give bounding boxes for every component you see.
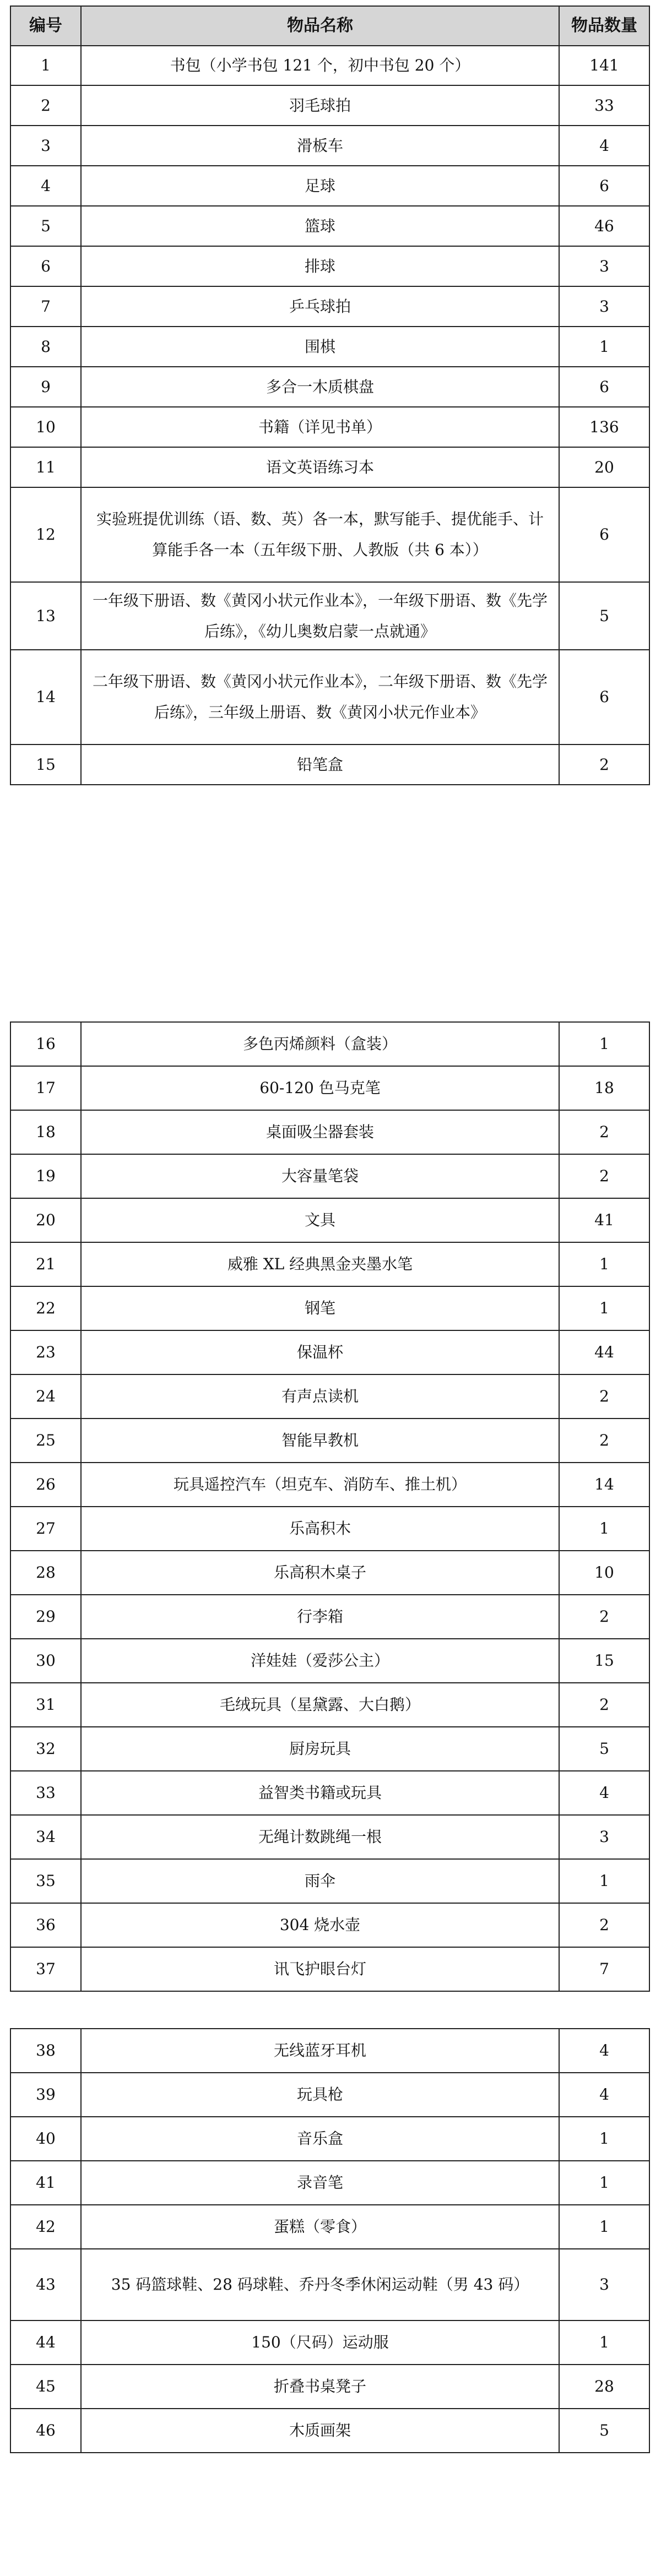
cell-no: 11 (10, 447, 81, 487)
cell-no: 12 (10, 487, 81, 582)
table-row (10, 2117, 649, 2161)
cell-qty: 1 (559, 2117, 649, 2161)
table-row (10, 1683, 649, 1727)
cell-name: 折叠书桌凳子 (81, 2365, 559, 2409)
cell-no: 37 (10, 1947, 81, 1991)
cell-qty: 14 (559, 1463, 649, 1507)
cell-name: 一年级下册语、数《黄冈小状元作业本》，一年级下册语、数《先学后练》，《幼儿奥数启蒙一点就通》 (81, 582, 559, 650)
cell-no: 34 (10, 1815, 81, 1859)
cell-qty: 1 (559, 2161, 649, 2205)
cell-name: 桌面吸尘器套装 (81, 1110, 559, 1154)
cell-qty: 2 (559, 1154, 649, 1198)
table-row (10, 1771, 649, 1815)
cell-qty: 1 (559, 1022, 649, 1066)
cell-qty: 41 (559, 1198, 649, 1242)
cell-name: 书籍（详见书单） (81, 407, 559, 447)
donation-table-2 (10, 1021, 650, 1992)
cell-name: 木质画架 (81, 2409, 559, 2453)
cell-no: 5 (10, 206, 81, 246)
table-row (10, 1154, 649, 1198)
table-body (10, 2029, 649, 2453)
table-row (10, 1330, 649, 1374)
cell-no: 10 (10, 407, 81, 447)
table-row (10, 487, 649, 582)
cell-qty: 4 (559, 2029, 649, 2073)
cell-qty: 1 (559, 2320, 649, 2365)
cell-name: 35 码篮球鞋、28 码球鞋、乔丹冬季休闲运动鞋（男 43 码） (81, 2249, 559, 2320)
cell-no: 28 (10, 1551, 81, 1595)
cell-name: 滑板车 (81, 126, 559, 166)
cell-name: 录音笔 (81, 2161, 559, 2205)
header-row (10, 6, 649, 46)
cell-no: 17 (10, 1066, 81, 1110)
cell-qty: 2 (559, 1903, 649, 1947)
table-row (10, 1947, 649, 1991)
cell-qty: 4 (559, 1771, 649, 1815)
cell-name: 60-120 色马克笔 (81, 1066, 559, 1110)
cell-name: 无线蓝牙耳机 (81, 2029, 559, 2073)
table-body (10, 6, 649, 785)
cell-name: 铅笔盒 (81, 744, 559, 785)
cell-qty: 6 (559, 367, 649, 407)
cell-no: 4 (10, 166, 81, 206)
table-row (10, 327, 649, 367)
cell-qty: 28 (559, 2365, 649, 2409)
cell-name: 150（尺码）运动服 (81, 2320, 559, 2365)
cell-qty: 5 (559, 1727, 649, 1771)
cell-qty: 18 (559, 1066, 649, 1110)
cell-no: 35 (10, 1859, 81, 1903)
cell-name: 足球 (81, 166, 559, 206)
cell-no: 16 (10, 1022, 81, 1066)
table-row (10, 1859, 649, 1903)
cell-no: 13 (10, 582, 81, 650)
table-row (10, 286, 649, 327)
cell-no: 32 (10, 1727, 81, 1771)
cell-no: 29 (10, 1595, 81, 1639)
table-row (10, 1110, 649, 1154)
cell-qty: 6 (559, 650, 649, 744)
cell-no: 25 (10, 1419, 81, 1463)
cell-name: 蛋糕（零食） (81, 2205, 559, 2249)
cell-qty: 136 (559, 407, 649, 447)
cell-qty: 4 (559, 2073, 649, 2117)
cell-no: 18 (10, 1110, 81, 1154)
cell-no: 8 (10, 327, 81, 367)
table-row (10, 1507, 649, 1551)
cell-no: 23 (10, 1330, 81, 1374)
cell-no: 39 (10, 2073, 81, 2117)
cell-qty: 1 (559, 2205, 649, 2249)
cell-name: 篮球 (81, 206, 559, 246)
cell-name: 音乐盒 (81, 2117, 559, 2161)
table-body (10, 1022, 649, 1991)
header-name: 物品名称 (81, 6, 559, 46)
cell-no: 2 (10, 85, 81, 126)
table-row (10, 650, 649, 744)
table-row (10, 2320, 649, 2365)
cell-no: 19 (10, 1154, 81, 1198)
table-row (10, 2365, 649, 2409)
cell-name: 行李箱 (81, 1595, 559, 1639)
cell-qty: 141 (559, 46, 649, 85)
cell-qty: 2 (559, 1419, 649, 1463)
cell-qty: 3 (559, 246, 649, 286)
table-row (10, 1903, 649, 1947)
cell-name: 威雅 XL 经典黑金夹墨水笔 (81, 1242, 559, 1286)
cell-no: 6 (10, 246, 81, 286)
header-qty: 物品数量 (559, 6, 649, 46)
table-row (10, 2073, 649, 2117)
table-row (10, 1242, 649, 1286)
cell-no: 24 (10, 1374, 81, 1419)
cell-no: 26 (10, 1463, 81, 1507)
table-row (10, 246, 649, 286)
donation-table-1 (10, 6, 650, 785)
cell-qty: 33 (559, 85, 649, 126)
cell-no: 43 (10, 2249, 81, 2320)
cell-qty: 46 (559, 206, 649, 246)
cell-name: 羽毛球拍 (81, 85, 559, 126)
table-row (10, 1198, 649, 1242)
cell-name: 毛绒玩具（星黛露、大白鹅） (81, 1683, 559, 1727)
table-row (10, 206, 649, 246)
cell-no: 44 (10, 2320, 81, 2365)
table-row (10, 367, 649, 407)
cell-name: 304 烧水壶 (81, 1903, 559, 1947)
cell-name: 乐高积木 (81, 1507, 559, 1551)
cell-qty: 5 (559, 582, 649, 650)
table-row (10, 2205, 649, 2249)
cell-name: 排球 (81, 246, 559, 286)
cell-name: 乒乓球拍 (81, 286, 559, 327)
table-row (10, 1419, 649, 1463)
table-row (10, 2409, 649, 2453)
cell-no: 36 (10, 1903, 81, 1947)
table-row (10, 2029, 649, 2073)
cell-no: 41 (10, 2161, 81, 2205)
cell-no: 38 (10, 2029, 81, 2073)
cell-qty: 2 (559, 1683, 649, 1727)
cell-name: 文具 (81, 1198, 559, 1242)
cell-name: 乐高积木桌子 (81, 1551, 559, 1595)
cell-qty: 1 (559, 1859, 649, 1903)
cell-qty: 7 (559, 1947, 649, 1991)
cell-qty: 3 (559, 2249, 649, 2320)
cell-name: 语文英语练习本 (81, 447, 559, 487)
cell-qty: 2 (559, 744, 649, 785)
table-row (10, 582, 649, 650)
cell-name: 多色丙烯颜料（盒装） (81, 1022, 559, 1066)
cell-qty: 1 (559, 1242, 649, 1286)
cell-no: 27 (10, 1507, 81, 1551)
cell-no: 15 (10, 744, 81, 785)
cell-qty: 1 (559, 1507, 649, 1551)
cell-qty: 2 (559, 1374, 649, 1419)
cell-qty: 1 (559, 327, 649, 367)
table-row (10, 1286, 649, 1330)
cell-name: 玩具枪 (81, 2073, 559, 2117)
table-row (10, 1463, 649, 1507)
cell-qty: 15 (559, 1639, 649, 1683)
cell-name: 讯飞护眼台灯 (81, 1947, 559, 1991)
table-row (10, 1639, 649, 1683)
table-row (10, 1374, 649, 1419)
cell-no: 33 (10, 1771, 81, 1815)
cell-name: 大容量笔袋 (81, 1154, 559, 1198)
table-row (10, 126, 649, 166)
table-row (10, 1727, 649, 1771)
cell-name: 有声点读机 (81, 1374, 559, 1419)
cell-no: 3 (10, 126, 81, 166)
cell-name: 多合一木质棋盘 (81, 367, 559, 407)
cell-qty: 4 (559, 126, 649, 166)
cell-qty: 1 (559, 1286, 649, 1330)
cell-name: 玩具遥控汽车（坦克车、消防车、推土机） (81, 1463, 559, 1507)
cell-qty: 2 (559, 1110, 649, 1154)
cell-name: 洋娃娃（爱莎公主） (81, 1639, 559, 1683)
donation-table-3 (10, 2028, 650, 2453)
cell-name: 实验班提优训练（语、数、英）各一本，默写能手、提优能手、计算能手各一本（五年级下册、人教版（共 6 本）） (81, 487, 559, 582)
table-row (10, 46, 649, 85)
cell-name: 益智类书籍或玩具 (81, 1771, 559, 1815)
table-row (10, 166, 649, 206)
cell-name: 二年级下册语、数《黄冈小状元作业本》，二年级下册语、数《先学后练》，三年级上册语、数《黄冈小状元作业本》 (81, 650, 559, 744)
table-row (10, 1022, 649, 1066)
cell-no: 42 (10, 2205, 81, 2249)
cell-no: 9 (10, 367, 81, 407)
cell-name: 厨房玩具 (81, 1727, 559, 1771)
cell-qty: 10 (559, 1551, 649, 1595)
cell-no: 22 (10, 1286, 81, 1330)
table-row (10, 1815, 649, 1859)
cell-qty: 3 (559, 286, 649, 327)
cell-qty: 20 (559, 447, 649, 487)
table-row (10, 1551, 649, 1595)
cell-qty: 5 (559, 2409, 649, 2453)
table-row (10, 2249, 649, 2320)
cell-name: 围棋 (81, 327, 559, 367)
cell-name: 智能早教机 (81, 1419, 559, 1463)
cell-no: 14 (10, 650, 81, 744)
cell-name: 书包（小学书包 121 个，初中书包 20 个） (81, 46, 559, 85)
table-row (10, 447, 649, 487)
cell-name: 钢笔 (81, 1286, 559, 1330)
cell-name: 雨伞 (81, 1859, 559, 1903)
table-row (10, 1066, 649, 1110)
cell-no: 20 (10, 1198, 81, 1242)
cell-qty: 44 (559, 1330, 649, 1374)
cell-qty: 2 (559, 1595, 649, 1639)
header-no: 编号 (10, 6, 81, 46)
cell-no: 30 (10, 1639, 81, 1683)
cell-no: 40 (10, 2117, 81, 2161)
cell-qty: 6 (559, 487, 649, 582)
cell-no: 21 (10, 1242, 81, 1286)
cell-name: 无绳计数跳绳一根 (81, 1815, 559, 1859)
table-row (10, 744, 649, 785)
cell-no: 46 (10, 2409, 81, 2453)
table-row (10, 1595, 649, 1639)
cell-no: 31 (10, 1683, 81, 1727)
cell-name: 保温杯 (81, 1330, 559, 1374)
cell-no: 45 (10, 2365, 81, 2409)
cell-qty: 3 (559, 1815, 649, 1859)
cell-no: 1 (10, 46, 81, 85)
table-row (10, 407, 649, 447)
cell-no: 7 (10, 286, 81, 327)
table-row (10, 85, 649, 126)
table-row (10, 2161, 649, 2205)
cell-qty: 6 (559, 166, 649, 206)
